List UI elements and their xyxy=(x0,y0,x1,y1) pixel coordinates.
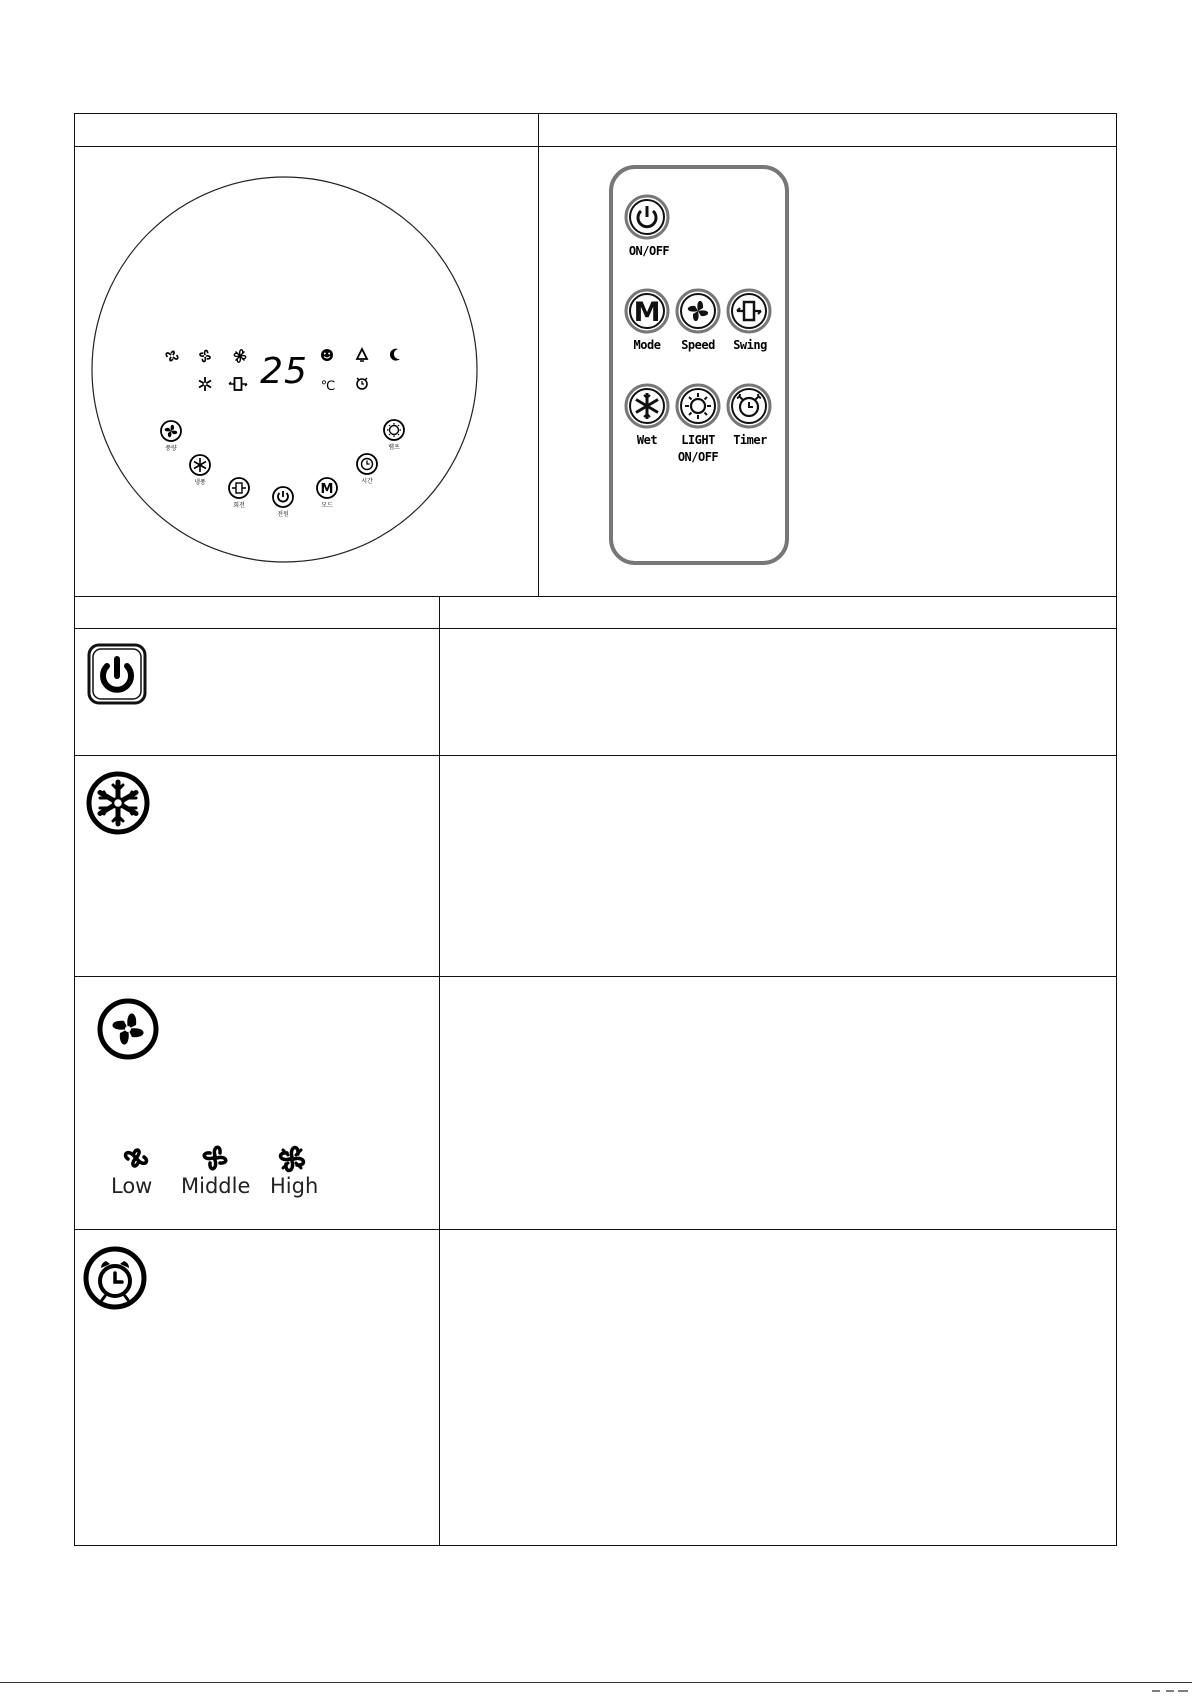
remote-mode-label: Mode xyxy=(633,338,661,352)
remote-light-icon xyxy=(677,385,719,427)
remote-light-label-line2: ON/OFF xyxy=(677,450,719,464)
mode-button-icon xyxy=(317,478,337,498)
remote-timer-icon xyxy=(728,385,770,427)
control-panel-diagram xyxy=(0,0,1192,600)
row-alarm-clock-icon xyxy=(84,1247,148,1311)
panel-label-power: 전원 xyxy=(277,511,289,518)
table-bottom-border xyxy=(74,1545,1117,1546)
panel-mode-letter: M xyxy=(320,482,334,497)
remote-timer-label: Timer xyxy=(733,433,767,447)
display-value: 25 xyxy=(260,351,308,392)
panel-label-timer: 시간 xyxy=(361,478,373,485)
timer-indicator-icon xyxy=(357,378,367,389)
swing-indicator-icon xyxy=(229,378,247,390)
lamp-button-icon xyxy=(384,420,404,440)
remote-power-label: ON/OFF xyxy=(628,244,670,258)
panel-label-mode: 모드 xyxy=(321,502,333,509)
row-snowflake-icon xyxy=(86,771,152,837)
table-row-divider xyxy=(74,1229,1117,1230)
fan-low-indicator-icon xyxy=(166,351,178,360)
fan-speed-button-icon xyxy=(161,421,181,441)
remote-wet-snowflake-icon xyxy=(626,385,668,427)
footer-mark xyxy=(1150,1678,1190,1684)
table-row-divider xyxy=(74,755,1117,756)
speed-high-fan-icon xyxy=(275,1142,309,1176)
remote-swing-label: Swing xyxy=(733,338,767,352)
remote-power-icon xyxy=(626,196,668,238)
speed-low-label: Low xyxy=(111,1174,153,1198)
panel-label-cooling: 냉풍 xyxy=(194,479,206,486)
panel-label-fan-speed: 풍량 xyxy=(165,445,177,452)
panel-label-swing: 회전 xyxy=(233,502,245,509)
remote-speed-label: Speed xyxy=(681,338,715,352)
temperature-unit-text: ℃ xyxy=(320,379,336,394)
row-power-icon xyxy=(86,642,150,706)
swing-button-icon xyxy=(229,478,249,498)
table-row-divider xyxy=(74,976,1117,977)
speed-low-fan-icon xyxy=(121,1143,151,1173)
remote-swing-icon xyxy=(728,290,770,332)
power-button-icon xyxy=(273,487,293,507)
table-row-divider xyxy=(74,628,1117,629)
speed-middle-label: Middle xyxy=(181,1174,251,1198)
cooling-button-icon xyxy=(190,455,210,475)
remote-control-diagram xyxy=(609,165,789,565)
remote-wet-label: Wet xyxy=(636,433,658,447)
smile-indicator-icon xyxy=(321,349,333,361)
fan-high-indicator-icon xyxy=(234,350,245,362)
remote-speed-fan-icon xyxy=(677,290,719,332)
timer-button-icon xyxy=(357,454,377,474)
panel-label-lamp: 램프 xyxy=(388,444,400,451)
cooling-indicator-icon xyxy=(199,377,211,391)
speed-high-label: High xyxy=(270,1174,319,1198)
speed-middle-fan-icon xyxy=(199,1142,231,1174)
remote-mode-letter: M xyxy=(633,297,661,328)
sleep-moon-indicator-icon xyxy=(390,349,400,361)
fan-middle-indicator-icon xyxy=(200,350,210,361)
lamp-indicator-icon xyxy=(357,349,367,361)
remote-light-label-line1: LIGHT xyxy=(681,433,715,447)
page-footer-line xyxy=(0,1682,1192,1683)
remote-mode-icon xyxy=(626,290,668,332)
table-column-divider-bottom xyxy=(439,596,440,1545)
row-fan-icon xyxy=(97,998,161,1062)
